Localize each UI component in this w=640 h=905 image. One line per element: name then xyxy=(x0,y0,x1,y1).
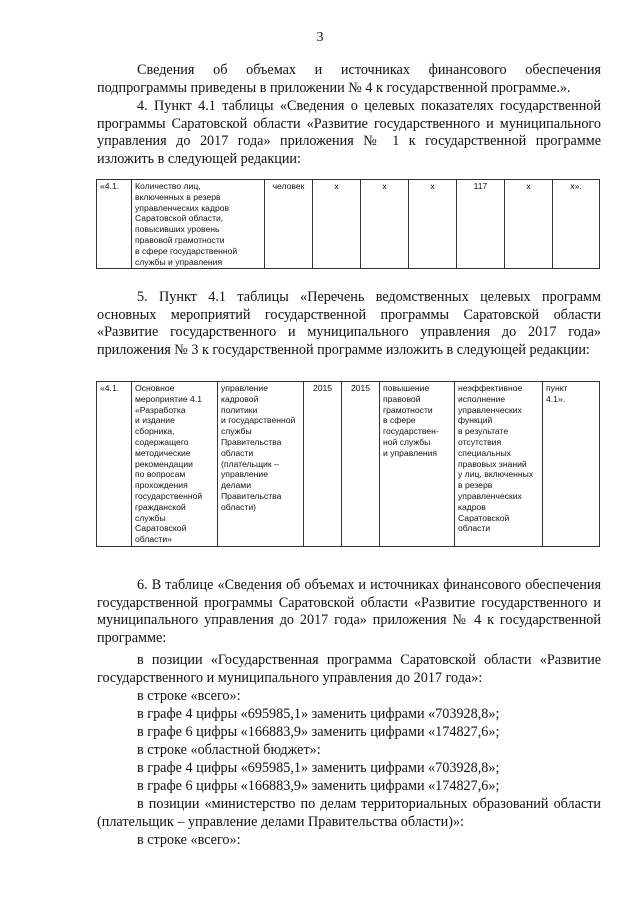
table-row xyxy=(97,180,600,269)
instruction-line: в графе 4 цифры «695985,1» заменить цифрами «703928,8»; xyxy=(137,706,500,722)
value-cell: х xyxy=(409,180,457,269)
instruction-line: в графе 6 цифры «166883,9» заменить цифрами «174827,6»; xyxy=(137,778,500,794)
result-cell: повышение правовой грамотности в сфере государствен- ной службы и управления xyxy=(380,382,455,547)
instruction-line: в строке «областной бюджет»: xyxy=(137,742,321,758)
item-6-paragraph: 6. В таблице «Сведения об объемах и источниках финансового обеспечения государственной программы Саратовской области «Развитие государственного и муниципального управления до 2017 года» приложения № 4 к государственной программе: xyxy=(97,577,601,646)
value-cell: х xyxy=(313,180,361,269)
position-paragraph: в позиции «Государственная программа Саратовской области «Развитие государственного и муниципального управления до 2017 года»: xyxy=(97,652,601,686)
row-number: «4.1. xyxy=(97,382,132,547)
value-cell: х xyxy=(505,180,553,269)
indicator-name: Количество лиц, включенных в резерв управленческих кадров Саратовской области, повысивших уровень правовой грамотности в сфере государственной службы и управления xyxy=(132,180,265,269)
instruction-line: в строке «всего»: xyxy=(137,688,241,704)
instruction-line: в строке «всего»: xyxy=(137,832,241,848)
programs-table xyxy=(96,381,600,547)
value-cell: х». xyxy=(553,180,600,269)
item-4-paragraph: 4. Пункт 4.1 таблицы «Сведения о целевых показателях государственной программы Саратовской области «Развитие государственного и муниципального управления до 2017 года» приложения № 1 к государственной программе изложить в следующей редакции: xyxy=(97,98,601,167)
value-cell: х xyxy=(361,180,409,269)
item-5-paragraph: 5. Пункт 4.1 таблицы «Перечень ведомственных целевых программ основных мероприятий государственной программы Саратовской области «Развитие государственного и муниципального управления до 2017 года» приложения № 3 к государственной программе изложить в следующей редакции: xyxy=(97,289,601,358)
page-number: 3 xyxy=(316,30,324,45)
executor-cell: управление кадровой политики и государственной службы Правительства области (плательщик – управление делами Правительства области) xyxy=(218,382,304,547)
unit-cell: человек xyxy=(265,180,313,269)
instruction-line: в графе 4 цифры «695985,1» заменить цифрами «703928,8»; xyxy=(137,760,500,776)
table-row xyxy=(97,382,600,547)
value-cell: 117 xyxy=(457,180,505,269)
link-cell: пункт 4.1». xyxy=(543,382,600,547)
row-number: «4.1. xyxy=(97,180,132,269)
measure-cell: Основное мероприятие 4.1 «Разработка и издание сборника, содержащего методические рекомендации по вопросам прохождения государственной гражданской службы Саратовской области» xyxy=(132,382,218,547)
end-year: 2015 xyxy=(342,382,380,547)
intro-paragraph: Сведения об объемах и источниках финансового обеспечения подпрограммы приведены в приложении № 4 к государственной программе.». xyxy=(97,62,601,96)
instruction-line: в графе 6 цифры «166883,9» заменить цифрами «174827,6»; xyxy=(137,724,500,740)
indicators-table xyxy=(96,179,600,269)
start-year: 2015 xyxy=(304,382,342,547)
position-paragraph: в позиции «министерство по делам территориальных образований области (плательщик – управление делами Правительства области)»: xyxy=(97,796,601,830)
consequences-cell: неэффективное исполнение управленческих функций в результате отсутствия специальных правовых знаний у лиц, включенных в резерв управленческих кадров Саратовской области xyxy=(455,382,543,547)
